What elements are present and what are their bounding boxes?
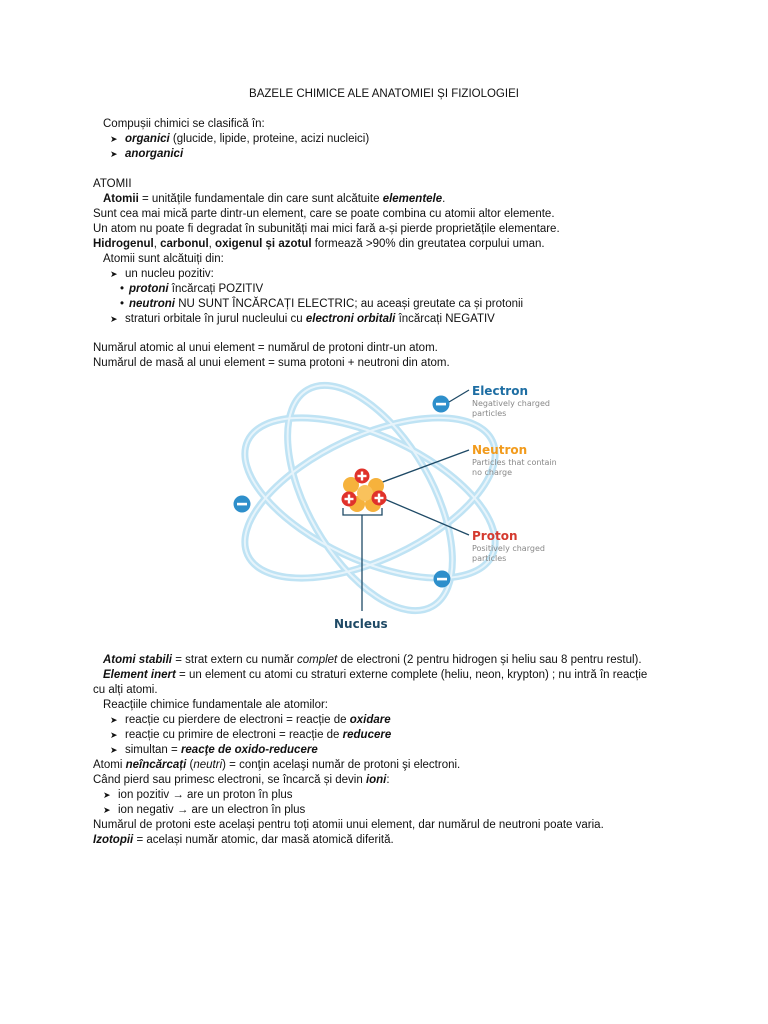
atomi-list-straturi: ➤ straturi orbitale în jurul nucleului cu electroni orbitali încărcați NEGATIV: [110, 313, 495, 325]
atomi-stabili-line: Atomi stabili = strat extern cu număr complet de electroni (2 pentru hidrogen și heliu sau 8 pentru restul).: [103, 654, 642, 666]
document-title: BAZELE CHIMICE ALE ANATOMIEI ȘI FIZIOLOGIEI: [249, 88, 519, 100]
atomi-line-4: Hidrogenul, carbonul, oxigenul și azotul formează >90% din greutatea corpului uman.: [93, 238, 545, 250]
reactie-reducere: ➤ reacție cu primire de electroni = reacție de reducere: [110, 729, 392, 741]
electron-icon: [434, 571, 451, 588]
atomi-line-2: Sunt cea mai mică parte dintr-un element, care se poate combina cu atomii altor elemente.: [93, 208, 555, 220]
arrow-bullet-icon: ➤: [110, 134, 118, 144]
arrow-bullet-icon: ➤: [110, 314, 118, 324]
atom-diagram: [220, 378, 580, 636]
arrow-bullet-icon: ➤: [103, 805, 111, 815]
proton-desc-2: particles: [472, 554, 507, 563]
atomi-sublist-protoni: • protoni încărcați POZITIV: [120, 283, 264, 295]
reactii-heading: Reacțiile chimice fundamentale ale atomilor:: [103, 699, 328, 711]
proton-label: Proton: [472, 529, 518, 543]
dot-bullet-icon: •: [120, 298, 125, 310]
atomi-neincarcati-line: Atomi neîncărcați (neutri) = conţin acelaşi număr de protoni şi electroni.: [93, 759, 461, 771]
neutron-desc-2: no charge: [472, 468, 513, 477]
ion-pozitiv: ➤ ion pozitiv → are un proton în plus: [103, 789, 293, 801]
intro-item-anorganici: ➤ anorganici: [110, 148, 184, 160]
atomi-list-nucleu: ➤ un nucleu pozitiv:: [110, 268, 214, 280]
arrow-bullet-icon: ➤: [110, 745, 118, 755]
atomi-line-3: Un atom nu poate fi degradat în subunități mai mici fară a-și pierde proprietățile elementare.: [93, 223, 560, 235]
protoni-neutroni-line: Numărul de protoni este același pentru toți atomii unui element, dar numărul de neutroni poate varia.: [93, 819, 604, 831]
electron-desc-1: Negatively charged: [472, 399, 550, 408]
intro-item-organici: ➤ organici (glucide, lipide, proteine, acizi nucleici): [110, 133, 370, 145]
arrow-bullet-icon: ➤: [110, 149, 118, 159]
intro-lead: Compușii chimici se clasifică în:: [103, 118, 265, 130]
atomi-line-5: Atomii sunt alcătuiți din:: [103, 253, 224, 265]
izotopii-line: Izotopii = același număr atomic, dar masă atomică diferită.: [93, 834, 394, 846]
section-heading-atomi: ATOMII: [93, 178, 132, 190]
proton-desc-1: Positively charged: [472, 544, 545, 553]
arrow-bullet-icon: ➤: [103, 790, 111, 800]
numar-atomic-line: Numărul atomic al unui element = numărul de protoni dintr-un atom.: [93, 342, 438, 354]
numar-masa-line: Numărul de masă al unui element = suma protoni + neutroni din atom.: [93, 357, 450, 369]
reactie-oxidare: ➤ reacție cu pierdere de electroni = reacție de oxidare: [110, 714, 391, 726]
ioni-line: Când pierd sau primesc electroni, se încarcă și devin ioni:: [93, 774, 390, 786]
dot-bullet-icon: •: [120, 283, 125, 295]
arrow-bullet-icon: ➤: [110, 730, 118, 740]
element-inert-line: Element inert = un element cu atomi cu straturi externe complete (heliu, neon, krypton) ; nu intră în reacție: [103, 669, 648, 681]
proton-icon: [355, 469, 370, 484]
arrow-bullet-icon: ➤: [110, 269, 118, 279]
electron-label: Electron: [472, 384, 529, 398]
arrow-bullet-icon: ➤: [110, 715, 118, 725]
electron-icon: [234, 496, 251, 513]
atomi-definition: Atomii = unitățile fundamentale din care sunt alcătuite elementele.: [103, 193, 446, 205]
electron-icon: [433, 396, 450, 413]
proton-icon: [372, 491, 387, 506]
atomi-sublist-neutroni: • neutroni NU SUNT ÎNCĂRCAȚI ELECTRIC; au aceași greutate ca și protonii: [120, 298, 524, 310]
proton-icon: [342, 492, 357, 507]
neutron-desc-1: Particles that contain: [472, 458, 557, 467]
reactie-oxido-reducere: ➤ simultan = reacţe de oxido-reducere: [110, 744, 318, 756]
nucleus-label: Nucleus: [334, 617, 388, 631]
element-inert-line-2: cu alți atomi.: [93, 684, 158, 696]
electron-desc-2: particles: [472, 409, 507, 418]
neutron-label: Neutron: [472, 443, 528, 457]
ion-negativ: ➤ ion negativ → are un electron în plus: [103, 804, 306, 816]
